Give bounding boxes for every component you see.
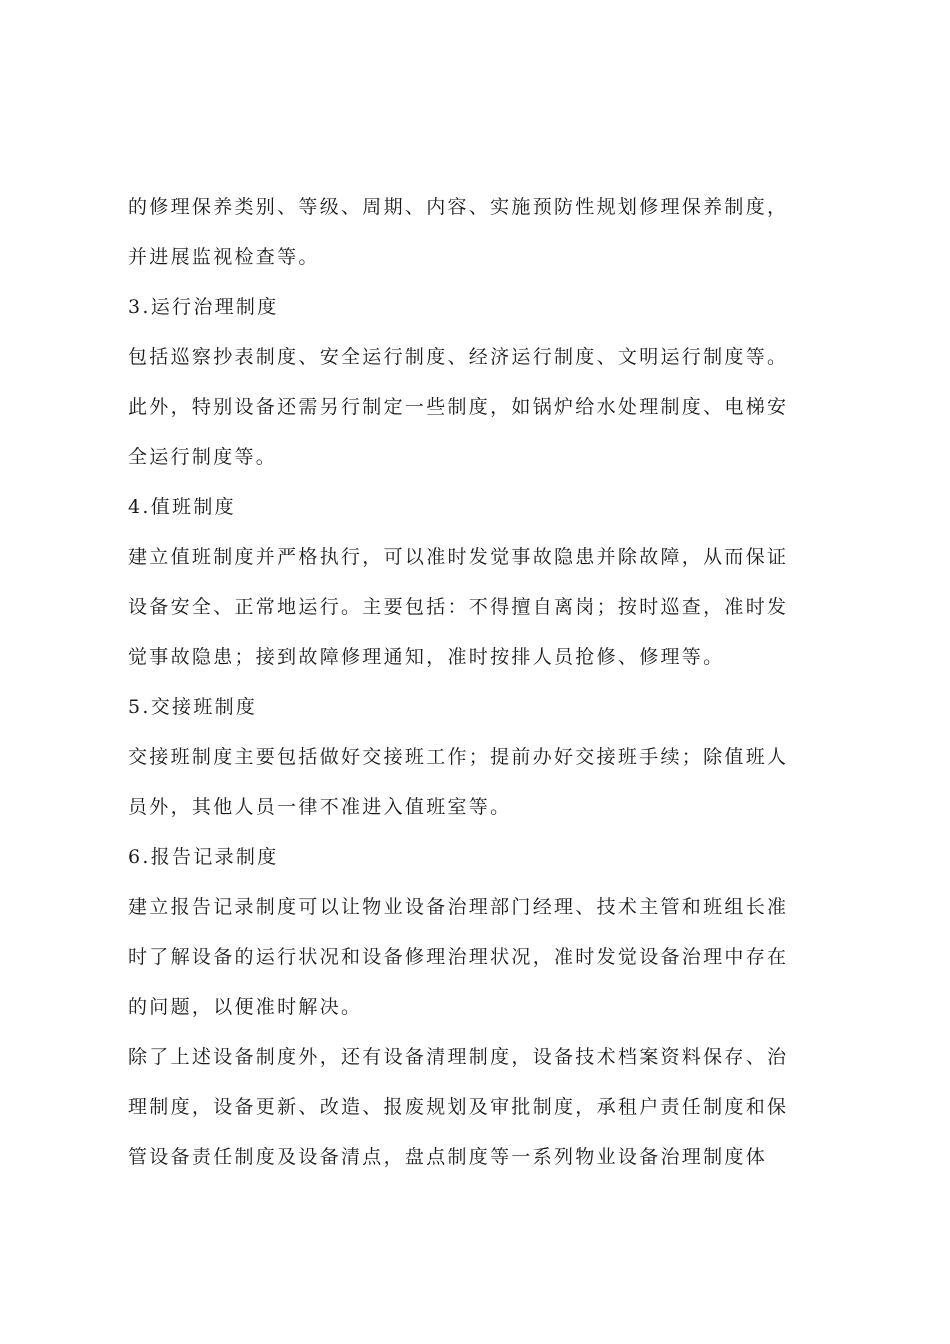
section-heading: 6.报告记录制度 — [128, 846, 279, 868]
text-line: 建立报告记录制度可以让物业设备治理部门经理、技术主管和班组长准 — [128, 896, 789, 918]
text-line: 全运行制度等。 — [128, 446, 278, 468]
text-line: 管设备责任制度及设备清点，盘点制度等一系列物业设备治理制度体 — [128, 1146, 768, 1168]
text-line: 设备安全、正常地运行。主要包括：不得擅自离岗；按时巡查，准时发 — [128, 596, 789, 618]
text-line: 时了解设备的运行状况和设备修理治理状况，准时发觉设备治理中存在 — [128, 946, 789, 968]
text-line: 并进展监视检查等。 — [128, 246, 320, 268]
text-line: 包括巡察抄表制度、安全运行制度、经济运行制度、文明运行制度等。 — [128, 346, 789, 368]
text-line: 交接班制度主要包括做好交接班工作；提前办好交接班手续；除值班人 — [128, 746, 789, 768]
text-line: 此外，特别设备还需另行制定一些制度，如锅炉给水处理制度、电梯安 — [128, 396, 789, 418]
text-line: 除了上述设备制度外，还有设备清理制度，设备技术档案资料保存、治 — [128, 1046, 789, 1068]
text-line: 理制度，设备更新、改造、报废规划及审批制度，承租户责任制度和保 — [128, 1096, 789, 1118]
text-line: 觉事故隐患；接到故障修理通知，准时按排人员抢修、修理等。 — [128, 646, 725, 668]
section-heading: 5.交接班制度 — [128, 696, 258, 718]
section-heading: 4.值班制度 — [128, 496, 236, 518]
text-line: 建立值班制度并严格执行，可以准时发觉事故隐患并除故障，从而保证 — [128, 546, 789, 568]
text-line: 员外，其他人员一律不准进入值班室等。 — [128, 796, 512, 818]
text-line: 的修理保养类别、等级、周期、内容、实施预防性规划修理保养制度， — [128, 196, 789, 218]
section-heading: 3.运行治理制度 — [128, 296, 279, 318]
text-line: 的问题，以便准时解决。 — [128, 996, 363, 1018]
document-body — [128, 182, 828, 1182]
